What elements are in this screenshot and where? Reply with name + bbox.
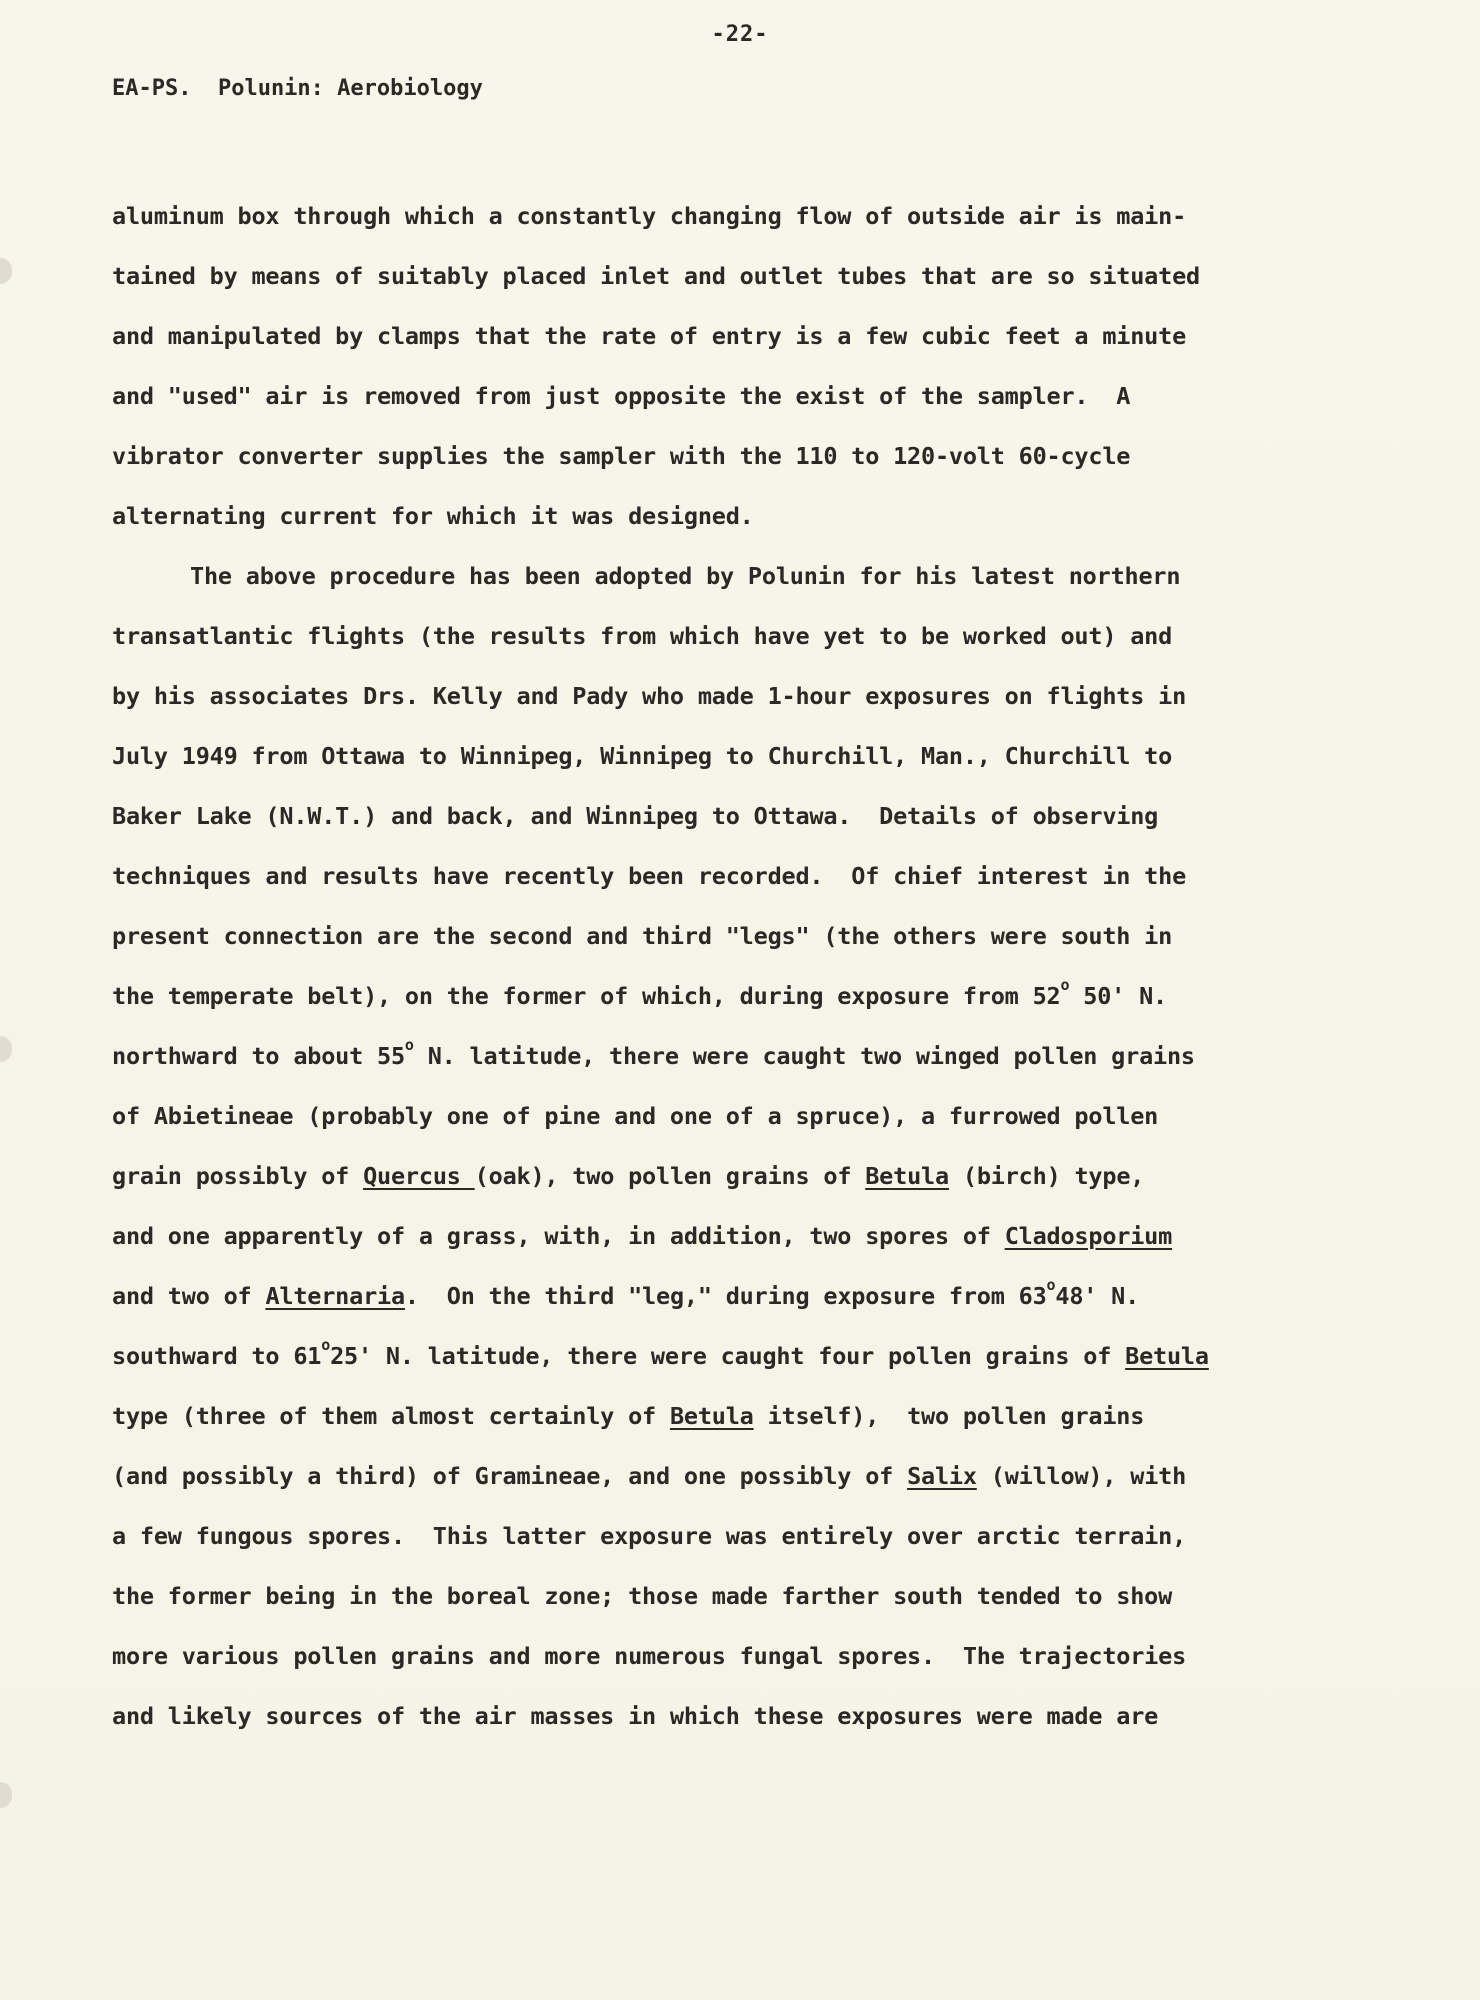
text-line: more various pollen grains and more numerous fungal spores. The trajectories [112,1642,1187,1670]
text-line: Baker Lake (N.W.T.) and back, and Winnipeg to Ottawa. Details of observing [112,802,1159,830]
text-line: by his associates Drs. Kelly and Pady who made 1-hour exposures on flights in [112,682,1187,710]
text-run: . On the third "leg," during exposure from 63 [404,1282,1047,1310]
text-run: type (three of them almost certainly of [112,1402,670,1430]
page-number: -22- [711,22,769,47]
text-run: and two of [112,1282,266,1310]
text-run: (oak), two pollen grains of [474,1162,866,1190]
degree-sign: o [1060,976,1070,994]
text-run: grain possibly of [112,1162,364,1190]
underlined-genus-name: Betula [1125,1342,1209,1370]
text-line: July 1949 from Ottawa to Winnipeg, Winnipeg to Churchill, Man., Churchill to [112,742,1173,770]
binder-hole [0,1782,12,1808]
degree-sign: o [1046,1276,1056,1294]
text-line [112,1446,1332,1506]
binder-hole [0,1036,12,1062]
text-line: a few fungous spores. This latter exposure was entirely over arctic terrain, [112,1522,1187,1550]
body-text [112,186,1332,1746]
underlined-genus-name: Betula [669,1402,754,1430]
text-line: and likely sources of the air masses in which these exposures were made are [112,1702,1159,1730]
text-line [112,1326,1332,1386]
text-run: 25' N. latitude, there were caught four pollen grains of [330,1342,1126,1370]
text-line [112,1146,1332,1206]
text-line: vibrator converter supplies the sampler with the 110 to 120-volt 60-cycle [112,442,1131,470]
text-line [112,1026,1332,1086]
text-line [112,966,1332,1026]
running-head: EA-PS. Polunin: Aerobiology [112,76,483,101]
text-line [112,1206,1332,1266]
text-line: techniques and results have recently been recorded. Of chief interest in the [112,862,1187,890]
text-run: and one apparently of a grass, with, in addition, two spores of [112,1222,1005,1250]
text-line: present connection are the second and third "legs" (the others were south in [112,922,1173,950]
text-line: transatlantic flights (the results from which have yet to be worked out) and [112,622,1173,650]
text-run: northward to about 55 [112,1042,405,1070]
text-run: (willow), with [976,1462,1187,1490]
text-run: the temperate belt), on the former of which, during exposure from 52 [112,982,1061,1010]
text-line: alternating current for which it was designed. [112,502,754,530]
underlined-genus-name: Salix [907,1462,977,1490]
binder-hole [0,258,12,284]
text-run: 48' N. [1055,1282,1140,1310]
text-run: southward to 61 [112,1342,322,1370]
paragraph-first-line: The above procedure has been adopted by Polunin for his latest northern [190,562,1181,590]
text-run: (birch) type, [948,1162,1145,1190]
text-run: itself), two pollen grains [753,1402,1145,1430]
text-line: aluminum box through which a constantly changing flow of outside air is main- [112,202,1187,230]
text-line: the former being in the boreal zone; those made farther south tended to show [112,1582,1173,1610]
underlined-genus-name: Betula [865,1162,949,1190]
degree-sign: o [404,1036,414,1054]
underlined-genus-name: Alternaria [265,1282,405,1310]
text-run: 50' N. [1069,982,1167,1010]
underlined-genus-name: Quercus [363,1162,475,1190]
text-line: and "used" air is removed from just opposite the exist of the sampler. A [112,382,1131,410]
underlined-genus-name: Cladosporium [1004,1222,1173,1250]
text-line: tained by means of suitably placed inlet and outlet tubes that are so situated [112,262,1200,290]
text-line [112,1266,1332,1326]
degree-sign: o [321,1336,331,1354]
text-line: of Abietineae (probably one of pine and one of a spruce), a furrowed pollen [112,1102,1159,1130]
text-line [112,1386,1332,1446]
text-run: (and possibly a third) of Gramineae, and one possibly of [112,1462,908,1490]
text-run: N. latitude, there were caught two winged pollen grains [413,1042,1195,1070]
text-line: and manipulated by clamps that the rate of entry is a few cubic feet a minute [112,322,1187,350]
